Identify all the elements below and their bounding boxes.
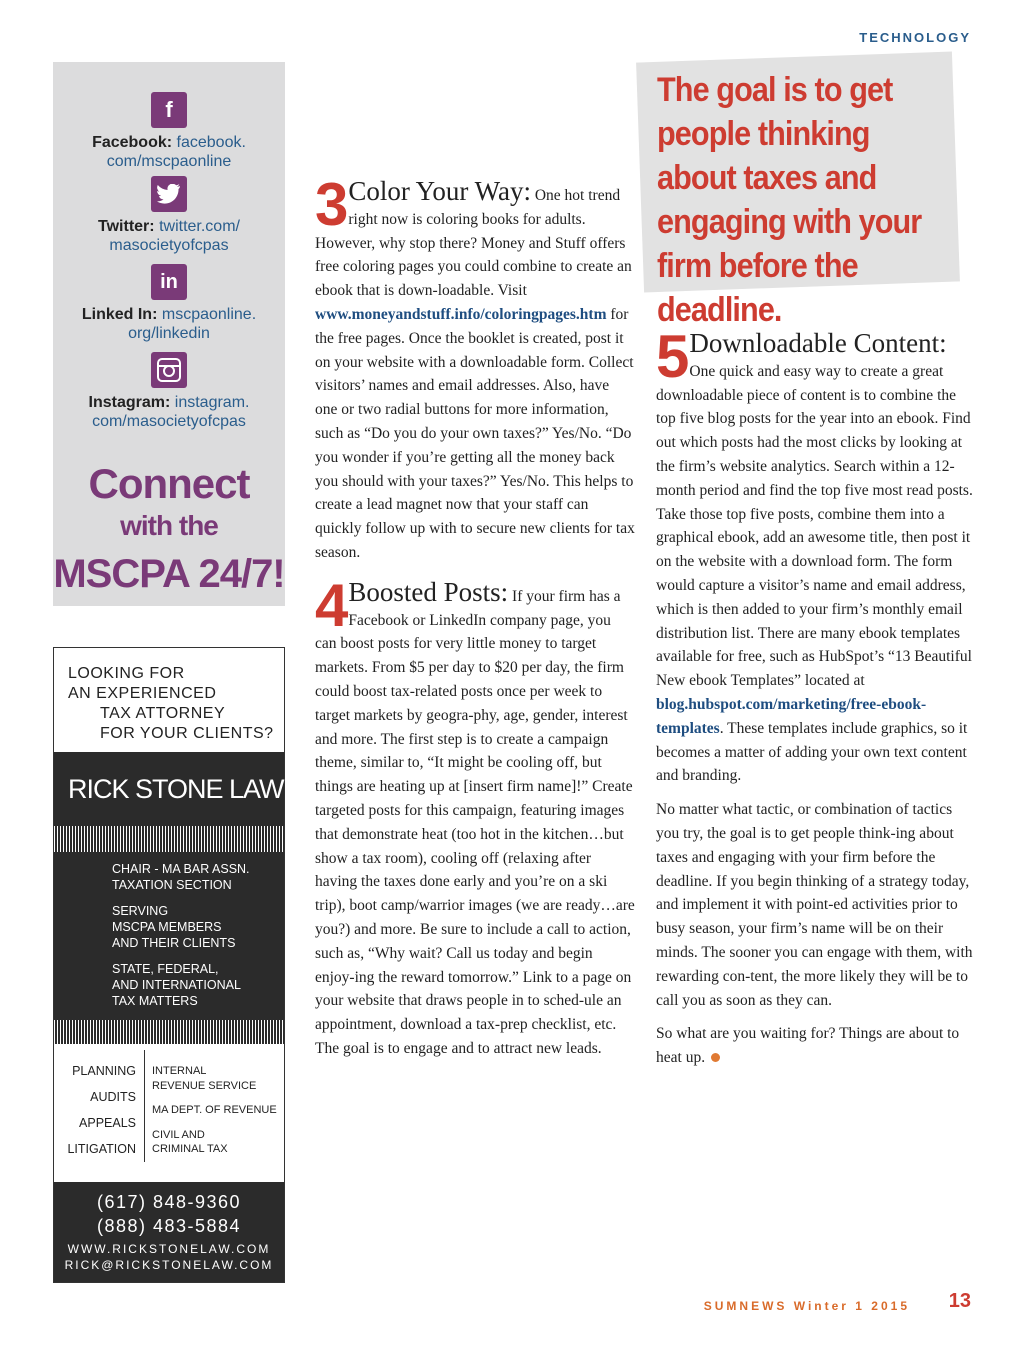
ad-credential: AND THEIR CLIENTS — [112, 936, 236, 950]
ad-service: CRIMINAL TAX — [152, 1143, 228, 1155]
section-label: TECHNOLOGY — [859, 30, 971, 45]
facebook-icon[interactable]: f — [151, 92, 187, 128]
linkedin-label: Linked In: — [81, 306, 158, 323]
ad-credential: STATE, FEDERAL, — [112, 962, 219, 976]
tip-body: If your firm has a Facebook or LinkedIn company page, you can boost posts for very little money to target markets. From $5 per day to $20 per day, the firm could boost tax-related posts once per week to target markets by geogra-phy, age, gender, interest and more. The first step is to create a campaign theme, similar to, “It might be cooling off, but things are heating up at [insert firm name]!” Create targeted posts for this campaign, featuring images that demonstrate heat (too hot in the kitchen…but show a tax room), cooling off (relaxing after having the taxes done early and you’re on a ski trip), boot camp/warrior images (we are ready…are you?) and more. Be sure to include a call to action, such as, “Why wait? Call us today and begin enjoy-ing the reward tomorrow.” Link to a page on your website that draws people in to sched-ule an appointment, download a tax-prep checklist, etc. The goal is to engage and to attract new leads. — [315, 587, 635, 1057]
tip-4 — [315, 571, 635, 1061]
social-instagram — [53, 352, 285, 431]
tip-heading: Boosted Posts: — [348, 576, 509, 607]
ad-question-line: FOR YOUR CLIENTS? — [100, 725, 274, 742]
social-facebook — [53, 92, 285, 171]
ad-firm-name: RICK STONE LAW — [68, 774, 284, 804]
twitter-link[interactable]: twitter.com/ — [159, 218, 240, 235]
tip-body: One quick and easy way to create a great downloadable piece of content is to combine the top five blog posts for the year into an ebook. Find out which posts had the most clicks by looking at the firm’s website analytics. Search within a 12-month period and find the top five most read posts. Take those top five posts, combine them into a graphical ebook, add an awesome title, then post it on the website with a download form. The form would capture a visitor’s name and email address, which is then added to your firm’s monthly email distribution list. There are many ebook templates available for free, such as HubSpot’s “13 Beautiful New ebook Templates” located at — [656, 362, 973, 690]
twitter-icon[interactable] — [151, 176, 187, 212]
ad-service: INTERNAL — [152, 1065, 207, 1077]
ad-question-line: LOOKING FOR — [68, 665, 185, 682]
linkedin-link[interactable]: mscpaonline. — [161, 306, 257, 323]
page-number: 13 — [948, 1290, 971, 1312]
tip-5 — [656, 323, 976, 788]
end-mark-icon — [711, 1053, 720, 1062]
tip-body-cont: . These templates include graphics, so it becomes a matter of adding your own text content and branding. — [656, 719, 968, 785]
tip-number: 3 — [315, 171, 345, 238]
ad-service: LITIGATION — [67, 1142, 136, 1156]
connect-subheading: with the — [120, 510, 218, 541]
social-twitter — [53, 176, 285, 255]
footer-publication: SUMNEWS Winter 1 2015 — [703, 1299, 910, 1313]
ad-service: AUDITS — [90, 1090, 136, 1104]
ebook-templates-link[interactable]: blog.hubspot.com/marketing/free-ebook-templates — [656, 695, 927, 737]
tip-body-cont: for the free pages. Once the booklet is created, post it on your website with a downloadable form. Collect visitors’ names and email addresses. Also, have one or two radial buttons for more information, such as “Do you do your own taxes?” Yes/No. “Do you wonder if you’re getting all the money back you should with your taxes?” Yes/No. This helps to create a lead magnet now that your staff can quickly follow up with to secure new clients for tax season. — [315, 305, 635, 561]
ad-barcode-stripe — [54, 826, 284, 852]
instagram-icon[interactable] — [151, 352, 187, 388]
ad-service: CIVIL AND — [152, 1129, 205, 1141]
facebook-label: Facebook: — [92, 134, 173, 151]
twitter-link-cont[interactable]: masocietyofcpas — [109, 237, 229, 254]
connect-tagline: MSCPA 24/7! — [53, 552, 285, 596]
ad-website[interactable]: WWW.RICKSTONELAW.COM — [67, 1242, 271, 1256]
connect-heading: Connect — [88, 460, 250, 507]
ad-credential: AND INTERNATIONAL — [112, 978, 241, 992]
pull-quote: The goal is to get people thinking about taxes and engaging with your firm before the deadline. — [657, 71, 922, 329]
closing-paragraph: No matter what tactic, or combination of tactics you try, the goal is to get people think-ing about taxes and engaging with your firm before the deadline. If you begin thinking of a strategy today, and implement it with point-ed activities prior to busy season, your firm’s name will be on their minds. The sooner you can engage with them, with rewarding con-tent, the more likely they will be to call you as soon as they can. — [656, 801, 973, 1009]
social-linkedin — [53, 264, 285, 343]
ad-divider — [144, 1050, 145, 1162]
ad-service: REVENUE SERVICE — [152, 1080, 257, 1092]
article-column-middle — [315, 171, 635, 1071]
ad-credential: SERVING — [112, 904, 169, 918]
tip-heading: Color Your Way: — [348, 176, 531, 206]
ad-service: PLANNING — [72, 1064, 136, 1078]
instagram-link[interactable]: instagram. — [174, 394, 250, 411]
ad-credential: CHAIR - MA BAR ASSN. — [112, 862, 250, 876]
social-panel — [53, 62, 285, 606]
ad-service: MA DEPT. OF REVENUE — [152, 1104, 277, 1116]
linkedin-link-cont[interactable]: org/linkedin — [128, 325, 210, 342]
ad-phone[interactable]: (617) 848-9360 — [96, 1192, 242, 1212]
tip-heading: Downloadable Content: — [689, 328, 947, 358]
tip-number: 5 — [656, 323, 686, 390]
closing-final-text: So what are you waiting for? Things are about to heat up. — [656, 1025, 960, 1067]
ad-email[interactable]: RICK@RICKSTONELAW.COM — [64, 1258, 274, 1272]
ad-question-line: TAX ATTORNEY — [100, 705, 226, 722]
ad-credential: TAX MATTERS — [112, 994, 198, 1008]
twitter-label: Twitter: — [98, 218, 155, 235]
facebook-link[interactable]: facebook. — [176, 134, 246, 151]
instagram-link-cont[interactable]: com/masocietyofcpas — [92, 413, 246, 430]
ad-service: APPEALS — [79, 1116, 136, 1130]
tip-number: 4 — [315, 571, 345, 639]
coloring-pages-link[interactable]: www.moneyandstuff.info/coloringpages.htm — [315, 305, 607, 323]
tip-3 — [315, 171, 635, 565]
instagram-label: Instagram: — [88, 394, 171, 411]
ad-credential: MSCPA MEMBERS — [112, 920, 222, 934]
article-column-right — [656, 323, 976, 1080]
ad-credential: TAXATION SECTION — [112, 878, 232, 892]
ad-rick-stone-law[interactable] — [53, 647, 285, 1283]
facebook-link-cont[interactable]: com/mscpaonline — [106, 153, 232, 170]
ad-question-line: AN EXPERIENCED — [68, 685, 217, 702]
ad-phone[interactable]: (888) 483-5884 — [96, 1216, 242, 1236]
closing-final — [656, 1022, 976, 1070]
tip-body: One hot trend right now is coloring books for adults. However, why stop there? Money and Stuff offers free coloring pages you could combine to create an ebook that is down-loadable. Visit — [315, 187, 632, 300]
linkedin-icon[interactable]: in — [151, 264, 187, 300]
ad-barcode-stripe — [54, 1020, 284, 1044]
